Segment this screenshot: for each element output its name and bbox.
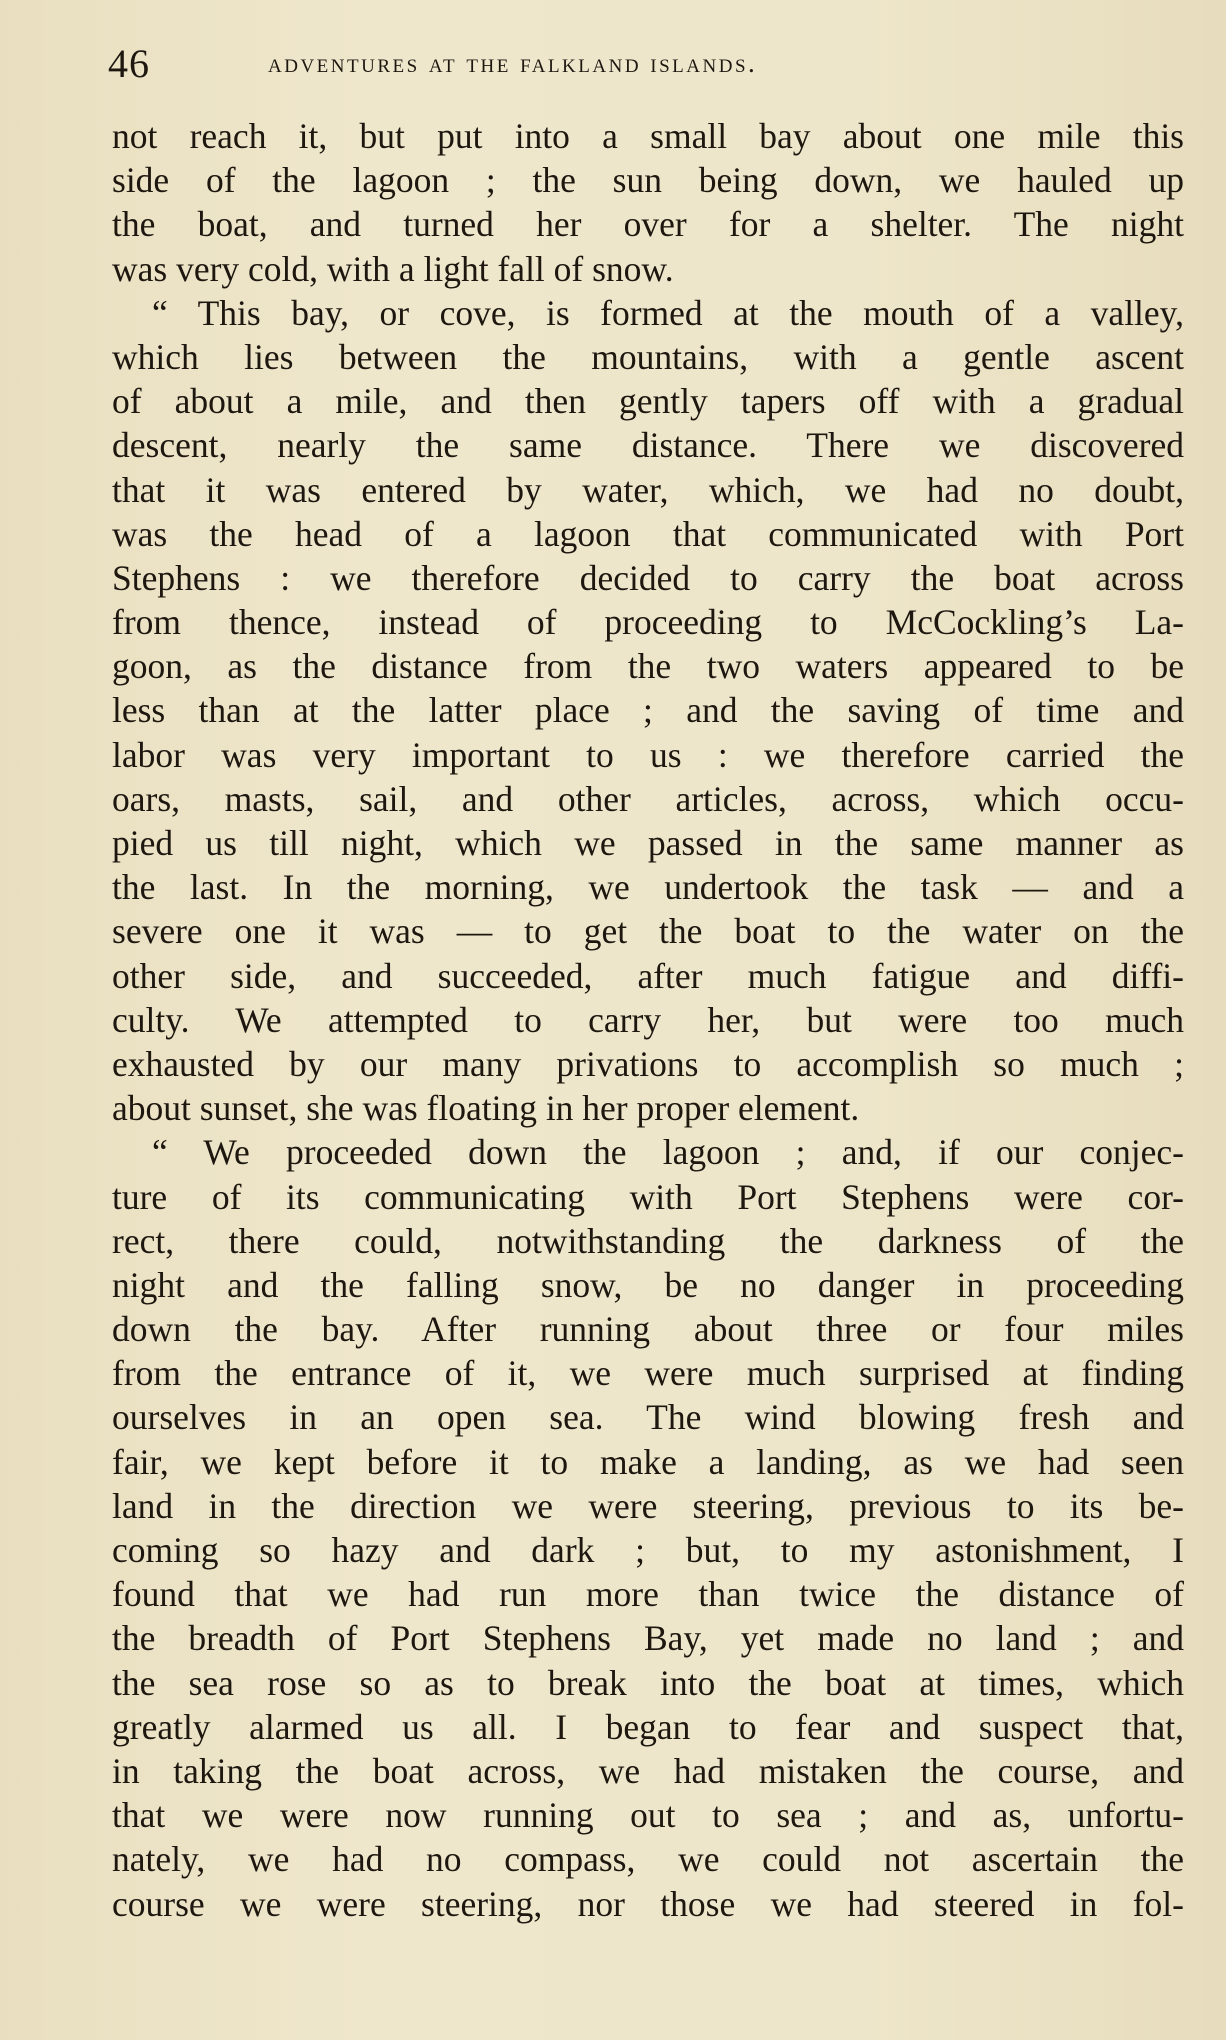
text-line: in taking the boat across, we had mistaken the course, and (112, 1750, 1184, 1791)
text-line: nately, we had no compass, we could not ascertain the (112, 1839, 1184, 1880)
text-line: side of the lagoon ; the sun being down, we hauled up (112, 160, 1184, 201)
text-line: which lies between the mountains, with a gentle ascent (112, 336, 1184, 377)
running-title: adventures at the falkland islands. (268, 48, 758, 78)
text-line: from thence, instead of proceeding to McCockling’s La- (112, 602, 1184, 643)
text-line: severe one it was — to get the boat to the water on the (112, 911, 1184, 952)
text-line: other side, and succeeded, after much fatigue and diffi- (112, 955, 1184, 996)
text-line: down the bay. After running about three or four miles (112, 1309, 1184, 1350)
text-line: that we were now running out to sea ; and as, unfortu- (112, 1795, 1184, 1836)
text-line: fair, we kept before it to make a landing, as we had seen (112, 1441, 1184, 1482)
page-header (108, 36, 1188, 96)
text-line: ture of its communicating with Port Stephens were cor- (112, 1176, 1184, 1217)
text-line: found that we had run more than twice the distance of (112, 1574, 1184, 1615)
text-line: “ We proceeded down the lagoon ; and, if our conjec- (152, 1132, 1184, 1173)
text-line: coming so hazy and dark ; but, to my astonishment, I (112, 1530, 1184, 1570)
text-line: course we were steering, nor those we had steered in fol- (112, 1883, 1184, 1924)
text-line: exhausted by our many privations to accomplish so much ; (112, 1043, 1184, 1084)
text-line: land in the direction we were steering, previous to its be- (112, 1485, 1184, 1526)
text-line: greatly alarmed us all. I began to fear and suspect that, (112, 1706, 1184, 1747)
text-line: the boat, and turned her over for a shelter. The night (112, 204, 1184, 245)
text-line: was the head of a lagoon that communicated with Port (112, 513, 1184, 554)
text-line: descent, nearly the same distance. There we discovered (112, 425, 1184, 466)
text-line: about sunset, she was floating in her proper element. (112, 1088, 860, 1129)
text-line: oars, masts, sail, and other articles, across, which occu- (112, 778, 1184, 819)
text-line: Stephens : we therefore decided to carry the boat across (112, 557, 1184, 598)
text-line: from the entrance of it, we were much surprised at finding (112, 1353, 1184, 1394)
text-line: the sea rose so as to break into the boat at times, which (112, 1662, 1184, 1703)
text-line: that it was entered by water, which, we had no doubt, (112, 469, 1184, 510)
text-line: less than at the latter place ; and the saving of time and (112, 690, 1184, 731)
body-text (112, 114, 1184, 1926)
text-line: labor was very important to us : we therefore carried the (112, 734, 1184, 775)
text-line: of about a mile, and then gently tapers off with a gradual (112, 381, 1184, 422)
text-line: not reach it, but put into a small bay about one mile this (112, 116, 1184, 156)
text-line: culty. We attempted to carry her, but were too much (112, 999, 1184, 1040)
text-line: goon, as the distance from the two waters appeared to be (112, 646, 1184, 687)
page-number: 46 (108, 41, 150, 86)
text-line: night and the falling snow, be no danger in proceeding (112, 1264, 1184, 1305)
text-line: was very cold, with a light fall of snow. (112, 248, 674, 289)
text-line: ourselves in an open sea. The wind blowing fresh and (112, 1397, 1184, 1438)
text-line: the last. In the morning, we undertook the task — and a (112, 867, 1184, 908)
text-line: “ This bay, or cove, is formed at the mouth of a valley, (152, 292, 1184, 333)
text-line: pied us till night, which we passed in the same manner as (112, 823, 1184, 863)
text-line: rect, there could, notwithstanding the darkness of the (112, 1220, 1184, 1261)
text-line: the breadth of Port Stephens Bay, yet made no land ; and (112, 1618, 1184, 1659)
